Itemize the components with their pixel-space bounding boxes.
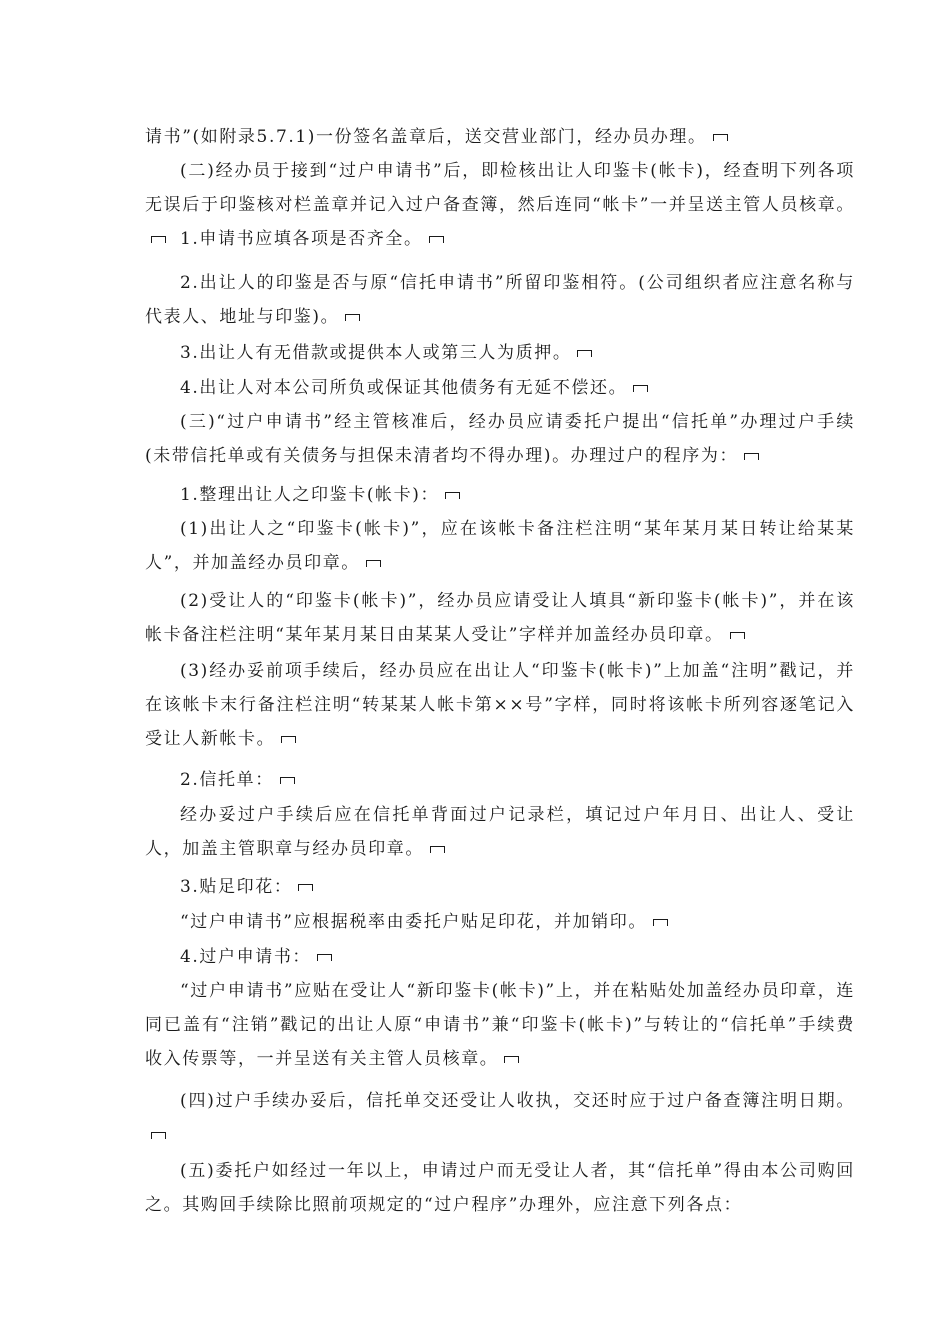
paragraph: (2)受让人的“印鉴卡(帐卡)”，经办员应请受让人填具“新印鉴卡(帐卡)”，并在该帐卡备注栏注明“某年某月某日由某某人受让”字样并加盖经办员印章。: [145, 591, 855, 646]
paragraph: “过户申请书”应贴在受让人“新印鉴卡(帐卡)”上，并在粘贴处加盖经办员印章，连同已盖有“注销”戳记的出让人原“申请书”兼“印鉴卡(帐卡)”与转让的“信托单”手续费收入传票等，一并呈送有关主管人员核章。: [145, 981, 855, 1070]
paragraph: (3)经办妥前项手续后，经办员应在出让人“印鉴卡(帐卡)”上加盖“注明”戳记，并在该帐卡末行备注栏注明“转某某人帐卡第××号”字样，同时将该帐卡所列容逐笔记入受让人新帐卡。: [145, 661, 855, 750]
paragraph-mark-icon: [653, 919, 668, 926]
paragraph-mark-icon: [744, 453, 759, 460]
paragraph-mark-icon: [366, 560, 381, 567]
paragraph-mark-icon: [730, 632, 745, 639]
paragraph-mark-icon: [317, 954, 332, 961]
paragraph-mark-icon: [429, 236, 444, 243]
paragraph: “过户申请书”应根据税率由委托户贴足印花，并加销印。: [145, 905, 855, 939]
paragraph-mark-icon: [504, 1056, 519, 1063]
paragraph: 3.出让人有无借款或提供本人或第三人为质押。: [145, 336, 855, 370]
paragraph: 2.出让人的印鉴是否与原“信托申请书”所留印鉴相符。(公司组织者应注意名称与代表人、地址与印鉴)。: [145, 273, 855, 328]
paragraph: (四)过户手续办妥后，信托单交还受让人收执，交还时应于过户备查簿注明日期。: [145, 1084, 855, 1152]
paragraph: (三)“过户申请书”经主管核准后，经办员应请委托户提出“信托单”办理过户手续(未带信托单或有关债务与担保未清者均不得办理)。办理过户的程序为：: [145, 412, 855, 467]
paragraph-mark-icon: [151, 1132, 166, 1139]
paragraph-mark-icon: [430, 846, 445, 853]
paragraph: (二)经办员于接到“过户申请书”后，即检核出让人印鉴卡(帐卡)，经查明下列各项无误后于印鉴核对栏盖章并记入过户备查簿，然后连同“帐卡”一并呈送主管人员核章。 1.申请书应填各项是否齐全。: [145, 161, 855, 250]
paragraph-mark-icon: [577, 350, 592, 357]
paragraph-mark-icon: [633, 385, 648, 392]
paragraph-mark-icon: [298, 884, 313, 891]
paragraph: 4.出让人对本公司所负或保证其他债务有无延不偿还。: [145, 371, 855, 405]
paragraph: 请书”(如附录5.7.1)一份签名盖章后，送交营业部门，经办员办理。: [145, 120, 855, 154]
paragraph-mark-icon: [151, 236, 166, 243]
paragraph-mark-icon: [345, 314, 360, 321]
paragraph: 经办妥过户手续后应在信托单背面过户记录栏，填记过户年月日、出让人、受让人，加盖主管职章与经办员印章。: [145, 805, 855, 860]
paragraph: 2.信托单：: [145, 763, 855, 797]
paragraph-mark-icon: [713, 134, 728, 141]
paragraph: 3.贴足印花：: [145, 870, 855, 904]
paragraph: 1.整理出让人之印鉴卡(帐卡)：: [145, 478, 855, 512]
paragraph-mark-icon: [280, 777, 295, 784]
paragraph: 4.过户申请书：: [145, 940, 855, 974]
paragraph-mark-icon: [281, 736, 296, 743]
paragraph-mark-icon: [445, 492, 460, 499]
paragraph: (五)委托户如经过一年以上，申请过户而无受让人者，其“信托单”得由本公司购回之。其购回手续除比照前项规定的“过户程序”办理外，应注意下列各点：: [145, 1161, 855, 1216]
paragraph: (1)出让人之“印鉴卡(帐卡)”，应在该帐卡备注栏注明“某年某月某日转让给某某人”，并加盖经办员印章。: [145, 519, 855, 574]
